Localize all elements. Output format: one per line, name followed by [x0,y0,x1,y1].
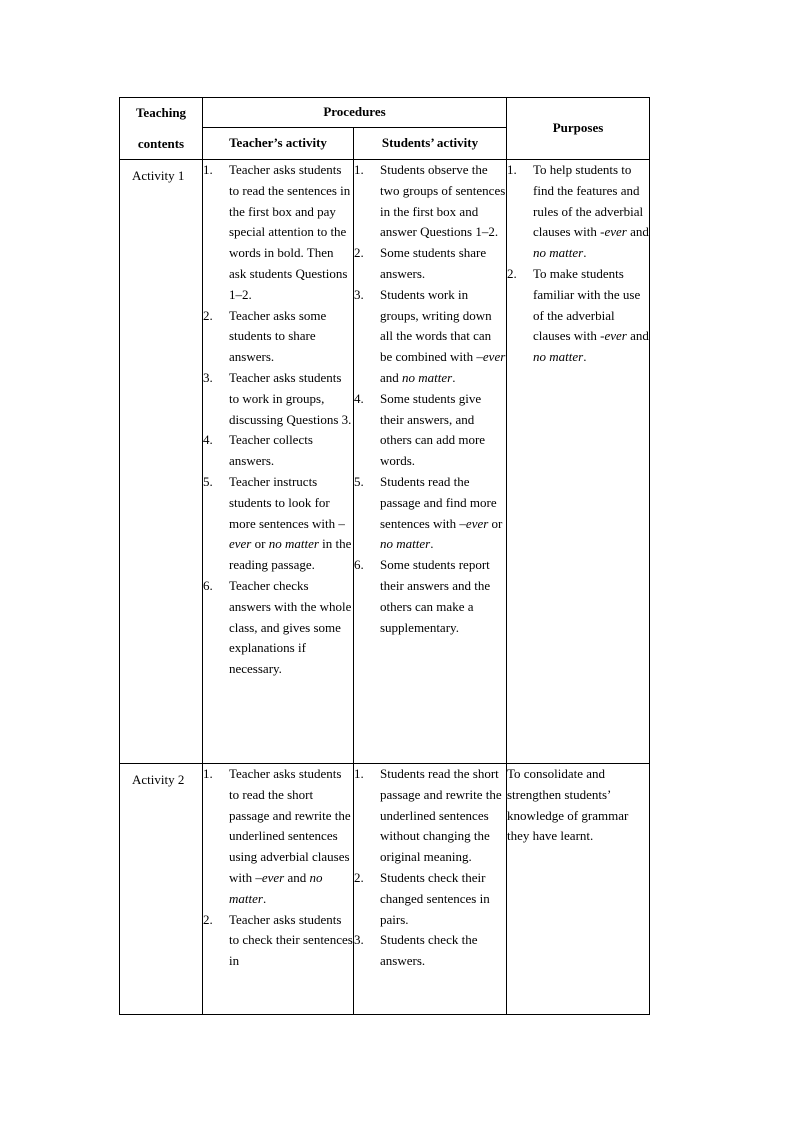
list-number: 1. [354,162,364,177]
list-number: 2. [203,307,213,323]
list-number: 2. [507,265,517,281]
item-text: or [488,515,503,531]
list-item [203,306,353,368]
item-text: . [583,245,587,261]
list-item [203,368,353,430]
list-item [354,389,506,472]
list-item [354,160,506,243]
header-procedures: Procedures [203,98,507,128]
list-number: 4. [354,390,364,406]
item-text: Teacher asks students to check their sentences in [229,911,353,969]
italic-term: no matter [229,869,323,906]
italic-term: no matter [380,536,431,552]
activity-2-purpose: To consolidate and strengthen students’ knowledge of grammar they have learnt. [507,766,629,844]
item-text: . [452,369,456,385]
item-text: and [284,869,310,885]
list-number: 3. [203,369,213,385]
list-item [354,764,506,868]
list-number: 6. [354,557,364,573]
list-item [507,160,649,264]
list-number: 1. [203,162,213,177]
list-number: 3. [354,932,364,948]
italic-term: no matter [268,536,319,552]
italic-term: –ever [255,869,285,885]
item-text: Some students give their answers, and others can add more words. [380,390,486,469]
header-students-activity: Students’ activity [354,128,507,160]
italic-term: -ever [600,328,627,344]
activity-2-label: Activity 2 [132,772,185,787]
item-text: . [262,890,267,906]
item-text: Teacher collects answers. [229,432,313,469]
italic-term: –ever [476,349,506,365]
activity-1-students-cell [354,160,507,764]
item-text: . [430,536,434,552]
list-item [354,930,506,972]
item-text: Teacher asks students to work in groups, discussing Questions 3. [229,369,352,427]
activity-2-purpose-cell [507,764,650,1015]
item-text: Students observe the two groups of sentences in the first box and answer Questions 1–2. [380,162,506,240]
list-item [203,430,353,472]
list-item [354,243,506,285]
item-text: in the reading passage. [229,536,352,573]
item-text: To help students to find the features and rules of the adverbial clauses with [533,162,644,240]
header-teacher-activity: Teacher’s activity [203,128,354,160]
item-text: or [251,536,269,552]
list-number: 5. [203,473,213,489]
italic-term: no matter [533,349,584,365]
activity-2-teacher-list [203,764,353,972]
item-text: Students check the answers. [380,932,478,969]
header-teaching-line1: Teaching [135,104,187,120]
item-text: Students read the passage and find more sentences with [380,473,497,531]
list-item [354,555,506,638]
list-item [203,764,353,910]
header-teaching-contents [120,98,203,160]
list-item [507,264,649,368]
item-text: Students read the short passage and rewrite the underlined sentences without changing the original meaning. [380,766,502,865]
list-item [203,576,353,680]
item-text: To make students familiar with the use of the adverbial clauses with [533,265,641,344]
activity-2-students-list [354,764,506,972]
list-number: 4. [203,432,213,448]
activity-1-teacher-list [203,160,353,680]
item-text: Teacher asks students to read the sentences in the first box and pay special attention to the words in bold. Then ask students Questions 1–2. [229,162,351,302]
activity-1-label-cell [120,160,203,764]
activity-1-students-list [354,160,506,638]
list-item [203,472,353,576]
list-item [203,910,353,972]
list-item [354,472,506,555]
item-text: Teacher instructs students to look for more sentences with [229,473,339,531]
activity-2-students-cell [354,764,507,1015]
italic-term: no matter [533,245,584,261]
item-text: Some students share answers. [380,245,487,281]
lesson-plan-table [119,97,650,1015]
italic-term: –ever [459,515,489,531]
item-text: Students check their changed sentences in pairs. [380,869,490,927]
item-text: Teacher asks students to read the short passage and rewrite the underlined sentences using adverbial clauses with [229,766,351,885]
activity-1-label: Activity 1 [132,168,185,183]
italic-term: -ever [600,224,627,240]
item-text: and [626,224,649,240]
activity-2-teacher-cell [203,764,354,1015]
list-number: 1. [507,162,517,177]
header-purposes: Purposes [507,98,650,160]
list-number: 3. [354,286,364,302]
item-text: and [626,328,649,344]
item-text: and [380,369,403,385]
activity-1-purposes-cell [507,160,650,764]
list-item [203,160,353,306]
activity-1-teacher-cell [203,160,354,764]
header-row-1 [120,98,650,128]
header-teaching-line2: contents [137,135,185,151]
italic-term: –ever [229,515,345,552]
item-text: Teacher asks some students to share answers. [229,307,327,365]
activity-1-row [120,160,650,764]
item-text: Teacher checks answers with the whole class, and gives some explanations if necessary. [229,577,352,677]
list-number: 2. [203,911,213,927]
activity-2-label-cell [120,764,203,1015]
list-number: 6. [203,577,213,593]
list-number: 1. [203,766,213,781]
item-text: Students work in groups, writing down all the words that can be combined with [380,286,492,365]
list-item [354,868,506,930]
list-item [354,285,506,389]
list-number: 2. [354,869,364,885]
activity-2-row [120,764,650,1015]
item-text: . [583,349,587,365]
italic-term: no matter [402,369,453,385]
activity-1-purposes-list [507,160,649,368]
list-number: 5. [354,473,364,489]
list-number: 1. [354,766,364,781]
list-number: 2. [354,245,364,261]
item-text: Some students report their answers and the others can make a supplementary. [380,557,491,635]
